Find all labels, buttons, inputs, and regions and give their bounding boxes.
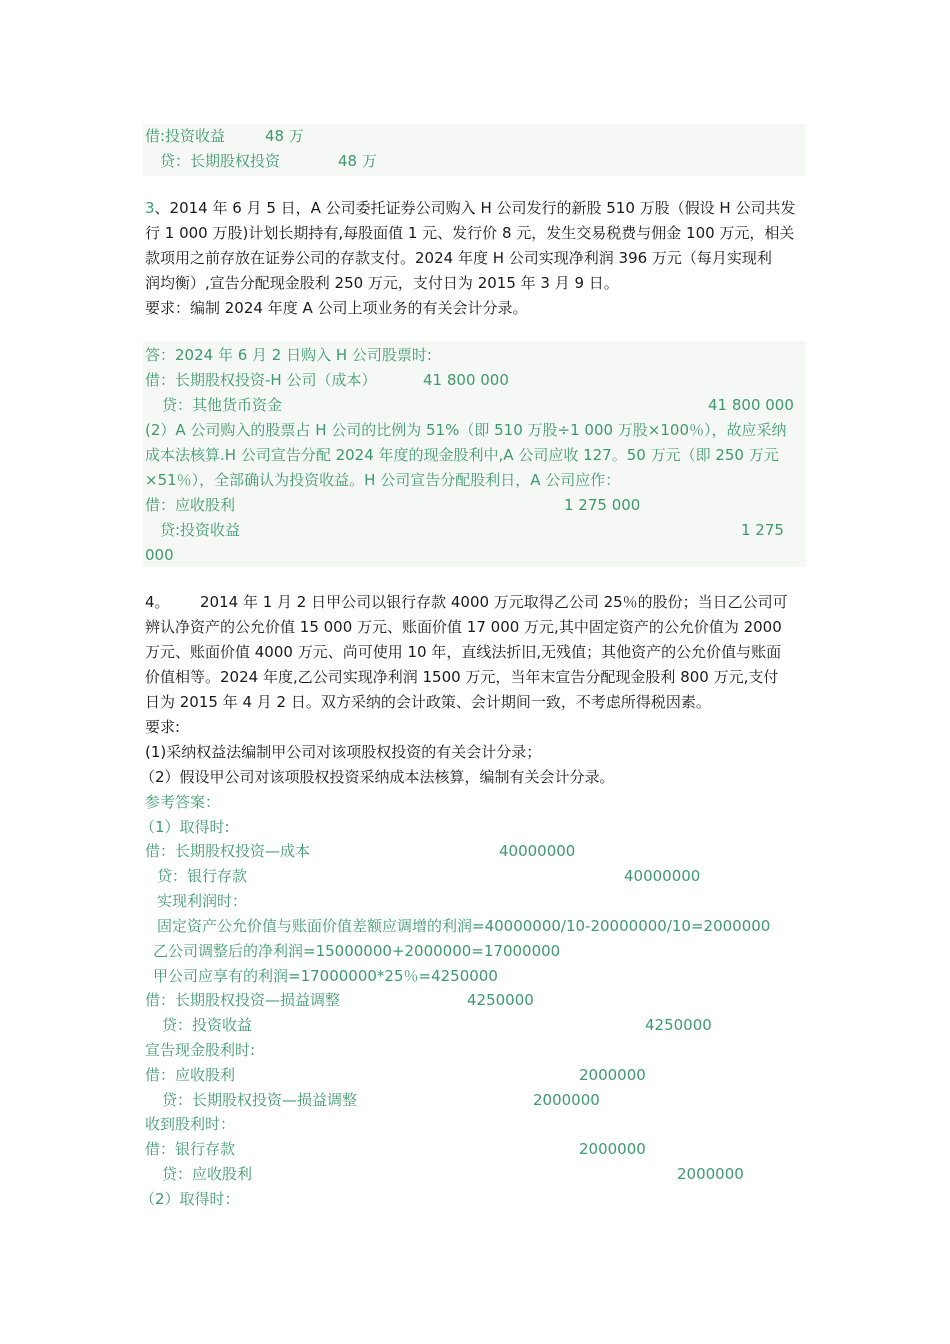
question-number: 3 [145, 199, 155, 217]
journal-credit: 贷：银行存款 [157, 867, 248, 885]
journal-debit: 借：长期股权投资—成本 [145, 842, 311, 860]
question-4-line: 辨认净资产的公允价值 15 000 万元、账面价值 17 000 万元,其中固定资产的公允价值为 2000 [145, 618, 782, 636]
answer-calculation: 甲公司应享有的利润=17000000*25％=4250000 [153, 967, 498, 985]
journal-amount-wrap: 000 [145, 546, 174, 564]
answer-heading: 答：2024 年 6 月 2 日购入 H 公司股票时: [145, 346, 432, 364]
journal-amount: 48 万 [338, 152, 377, 170]
question-3-line: 款项用之前存放在证券公司的存款支付。2024 年度 H 公司实现净利润 396 万元（每月实现利 [145, 249, 772, 267]
journal-amount: 4250000 [645, 1016, 712, 1034]
journal-amount: 2000000 [677, 1165, 744, 1183]
answer-paragraph: 成本法核算.H 公司宣告分配 2024 年度的现金股利中,A 公司应收 127。50 万元（即 250 万元 [145, 446, 779, 464]
question-3-line: 行 1 000 万股)计划长期持有,每股面值 1 元、发行价 8 元，发生交易税费与佣金 100 万元，相关 [145, 224, 795, 242]
question-4-line: 2014 年 1 月 2 日甲公司以银行存款 4000 万元取得乙公司 25％的股份；当日乙公司可 [200, 593, 788, 611]
journal-credit: 贷：应收股利 [162, 1165, 253, 1183]
answer-paragraph: (2）A 公司购入的股票占 H 公司的比例为 51%（即 510 万股÷1 000 万股×100％），故应采纳 [145, 421, 787, 439]
journal-amount: 2000000 [533, 1091, 600, 1109]
journal-amount: 41 800 000 [708, 396, 794, 414]
question-4-line: 价值相等。2024 年度,乙公司实现净利润 1500 万元，当年末宣告分配现金股利 800 万元,支付 [145, 668, 779, 686]
question-4-requirement-item: （2）假设甲公司对该项股权投资采纳成本法核算，编制有关会计分录。 [140, 768, 615, 786]
journal-amount: 40000000 [624, 867, 701, 885]
journal-amount: 48 万 [265, 127, 304, 145]
question-4-requirement: 要求: [145, 718, 181, 736]
journal-debit: 借：应收股利 [145, 496, 236, 514]
journal-amount: 40000000 [499, 842, 576, 860]
question-number: 4。 [145, 593, 170, 611]
answer-heading: 参考答案： [145, 793, 221, 811]
answer-step: （2）取得时： [140, 1190, 240, 1208]
journal-amount: 1 275 000 [564, 496, 641, 514]
question-4-requirement-item: (1)采纳权益法编制甲公司对该项股权投资的有关会计分录； [145, 743, 542, 761]
answer-step: 宣告现金股利时: [145, 1041, 256, 1059]
answer-step: 收到股利时： [145, 1115, 236, 1133]
journal-amount: 4250000 [467, 991, 534, 1009]
answer-calculation: 固定资产公允价值与账面价值差额应调增的利润=40000000/10-20000000/10=2000000 [157, 917, 771, 935]
journal-credit: 贷：其他货币资金 [162, 396, 283, 414]
answer-calculation: 乙公司调整后的净利润=15000000+2000000=17000000 [153, 942, 561, 960]
journal-amount: 1 275 [741, 521, 784, 539]
question-4-line: 万元、账面价值 4000 万元、尚可使用 10 年，直线法折旧,无残值；其他资产的公允价值与账面 [145, 643, 782, 661]
journal-debit: 借:投资收益 [145, 127, 226, 145]
question-3-requirement: 要求：编制 2024 年度 A 公司上项业务的有关会计分录。 [145, 299, 528, 317]
question-3-line: 润均衡）,宣告分配现金股利 250 万元，支付日为 2015 年 3 月 9 日。 [145, 274, 619, 292]
journal-debit: 借：应收股利 [145, 1066, 236, 1084]
question-3-line [145, 196, 795, 221]
answer-step: 实现利润时： [157, 892, 248, 910]
journal-credit: 贷：长期股权投资—损益调整 [162, 1091, 358, 1109]
question-3-text: 、2014 年 6 月 5 日，A 公司委托证券公司购入 H 公司发行的新股 510 万股（假设 H 公司共发 [154, 199, 796, 217]
journal-debit: 借：长期股权投资-H 公司（成本） [145, 371, 377, 389]
question-4-line: 日为 2015 年 4 月 2 日。双方采纳的会计政策、会计期间一致，不考虑所得税因素。 [145, 693, 711, 711]
journal-credit: 贷：长期股权投资 [160, 152, 281, 170]
answer-step: （1）取得时: [140, 818, 230, 836]
journal-debit: 借：长期股权投资—损益调整 [145, 991, 341, 1009]
journal-amount: 41 800 000 [423, 371, 509, 389]
journal-credit: 贷:投资收益 [160, 521, 241, 539]
journal-amount: 2000000 [579, 1066, 646, 1084]
journal-credit: 贷：投资收益 [162, 1016, 253, 1034]
journal-amount: 2000000 [579, 1140, 646, 1158]
answer-paragraph: ×51％），全部确认为投资收益。H 公司宣告分配股利日，A 公司应作： [145, 471, 621, 489]
journal-debit: 借：银行存款 [145, 1140, 236, 1158]
